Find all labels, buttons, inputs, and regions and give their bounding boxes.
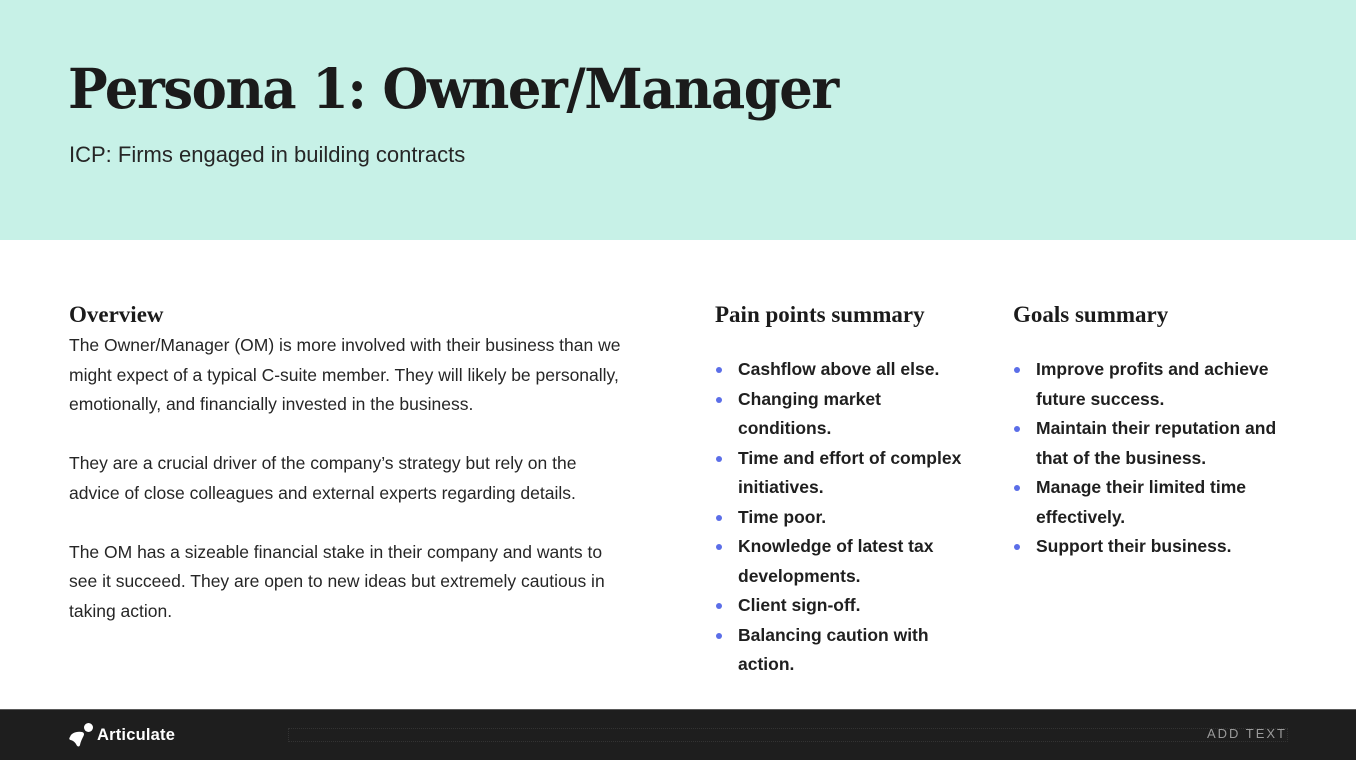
- bullet-dot-icon: [716, 603, 722, 609]
- bullet-dot-icon: [716, 456, 722, 462]
- goal-text: Support their business.: [1036, 536, 1232, 556]
- goal-item: [1013, 355, 1293, 414]
- pain-point-item: [715, 385, 975, 444]
- pain-point-text: Balancing caution with action.: [738, 624, 929, 674]
- logo-text: Articulate: [97, 725, 176, 744]
- goal-item: [1013, 473, 1293, 532]
- articulate-logo-icon: [68, 722, 95, 748]
- bullet-dot-icon: [716, 544, 722, 550]
- add-text-placeholder[interactable]: ADD TEXT: [1206, 726, 1287, 741]
- goal-text: Maintain their reputation and that of the business.: [1036, 418, 1277, 468]
- bullet-dot-icon: [1014, 544, 1020, 550]
- goal-text: Improve profits and achieve future success.: [1036, 359, 1269, 409]
- pain-point-text: Time and effort of complex initiatives.: [738, 447, 962, 497]
- hero-banner: [0, 0, 1356, 240]
- bullet-dot-icon: [1014, 367, 1020, 373]
- pain-points-section: [715, 300, 975, 680]
- footer-divider: [0, 709, 1356, 710]
- bullet-dot-icon: [716, 367, 722, 373]
- articulate-logo: [68, 722, 175, 748]
- goal-text: Manage their limited time effectively.: [1036, 477, 1247, 527]
- pain-point-item: [715, 503, 975, 533]
- pain-point-text: Cashflow above all else.: [738, 359, 940, 379]
- overview-paragraph: The Owner/Manager (OM) is more involved with their business than we might expect of a typical C-suite member. They will likely be personally, emotionally, and financially invested in the business.: [69, 335, 621, 414]
- pain-point-text: Knowledge of latest tax developments.: [738, 536, 934, 586]
- pain-point-item: [715, 444, 975, 503]
- overview-body: [69, 331, 629, 626]
- goals-list: [1013, 355, 1293, 562]
- goal-item: [1013, 532, 1293, 562]
- goal-item: [1013, 414, 1293, 473]
- overview-paragraph: The OM has a sizeable financial stake in their company and wants to see it succeed. They are open to new ideas but extremely cautious in taking action.: [69, 541, 605, 621]
- overview-paragraph: They are a crucial driver of the company’s strategy but rely on the advice of close colleagues and external experts regarding details.: [69, 453, 577, 503]
- overview-section: [69, 300, 629, 626]
- pain-point-item: [715, 532, 975, 591]
- page-subtitle: ICP: Firms engaged in building contracts: [69, 142, 466, 167]
- footer-bar: [0, 709, 1356, 760]
- goals-section: [1013, 300, 1293, 562]
- footer-text-placeholder[interactable]: [288, 728, 1288, 742]
- bullet-dot-icon: [1014, 485, 1020, 491]
- pain-point-item: [715, 591, 975, 621]
- pain-points-heading: Pain points summary: [715, 302, 925, 327]
- bullet-dot-icon: [1014, 426, 1020, 432]
- bullet-dot-icon: [716, 633, 722, 639]
- bullet-dot-icon: [716, 397, 722, 403]
- pain-point-text: Time poor.: [738, 506, 827, 527]
- page-title: Persona 1: Owner/Manager: [68, 56, 838, 121]
- goals-heading: Goals summary: [1013, 302, 1169, 327]
- pain-point-text: Client sign-off.: [738, 595, 861, 615]
- bullet-dot-icon: [716, 515, 722, 521]
- pain-point-text: Changing market conditions.: [738, 388, 881, 438]
- pain-point-item: [715, 355, 975, 385]
- pain-point-item: [715, 621, 975, 680]
- overview-heading: Overview: [69, 302, 164, 327]
- pain-points-list: [715, 355, 975, 680]
